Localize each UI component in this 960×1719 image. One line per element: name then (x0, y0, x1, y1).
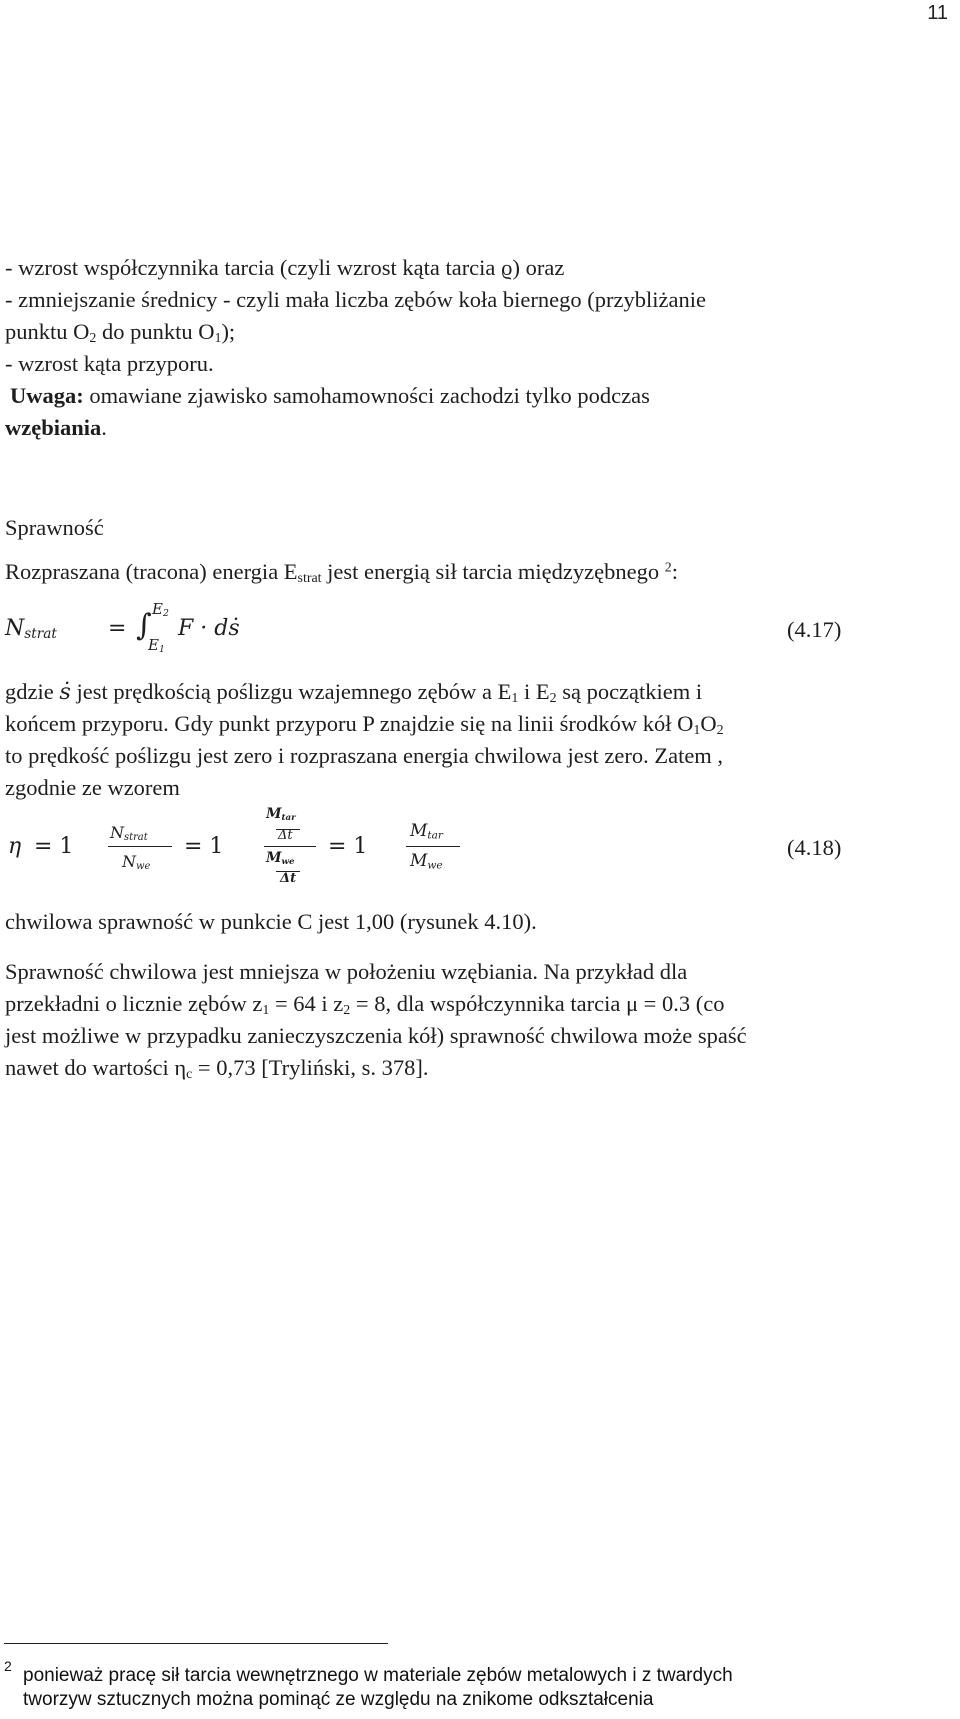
list-item: punktu $O_2$ do punktu $O_1$); (5, 319, 236, 347)
paragraph-line: końcem przyporu. Gdy punkt przyporu P znajdzie się na linii środków kół $O_1O_2$ (5, 711, 724, 739)
fraction-line (108, 846, 172, 847)
page-number: 11 (927, 2, 948, 24)
paragraph-line: jest możliwe w przypadku zanieczyszczenia kół) sprawność chwilowa może spaść (5, 1023, 747, 1048)
note-continuation: wzębiania. (5, 415, 107, 440)
paragraph-line: Sprawność chwilowa jest mniejsza w położeniu wzębiania. Na przykład dla (5, 959, 688, 984)
footnote-rule (4, 1643, 388, 1644)
integral-sign: ∫ (136, 608, 152, 643)
footnote-line: tworzyw sztucznych można pominąć ze względu na znikome odkształcenia (23, 1689, 654, 1710)
note-label: Uwaga: (10, 383, 84, 408)
paragraph-line: nawet do wartości $\eta_c = 0,73$ [Tryliński, s. 378]. (5, 1055, 429, 1083)
intro-line: Rozpraszana (tracona) energia $E_{strat}$ jest energią sił tarcia międzyzębnego $^2$: (5, 559, 678, 587)
note: Uwaga: omawiane zjawisko samohamowności zachodzi tylko podczas (10, 383, 650, 408)
paragraph-line: przekładni o licznie zębów $z_1 = 64$ i $z_2 = 8$, dla współczynnika tarcia μ = 0.3 (co (5, 991, 725, 1019)
paragraph-line: chwilowa sprawność w punkcie C jest 1,00 (rysunek 4.10). (5, 909, 537, 934)
list-item: - wzrost kąta przyporu. (5, 351, 214, 376)
section-title: Sprawność (5, 515, 104, 540)
list-item: - wzrost współczynnika tarcia (czyli wzrost kąta tarcia ϱ) oraz (5, 255, 565, 280)
equation-number: (4.17) (787, 617, 842, 642)
equation-number: (4.18) (787, 835, 842, 860)
paragraph-line: to prędkość poślizgu jest zero i rozpraszana energia chwilowa jest zero. Zatem , (5, 743, 724, 768)
paragraph-line: zgodnie ze wzorem (5, 775, 180, 800)
list-item: - zmniejszanie średnicy - czyli mała liczba zębów koła biernego (przybliżanie (5, 287, 706, 312)
fraction-line (406, 846, 460, 847)
footnote-line: ponieważ pracę sił tarcia wewnętrznego w materiale zębów metalowych i z twardych (23, 1665, 733, 1686)
footnote-mark: 2 (4, 1658, 12, 1674)
fraction-line (264, 846, 316, 847)
paragraph-line: gdzie ṡ jest prędkością poślizgu wzajemnego zębów a $E_1$ i $E_2$ są początkiem i (5, 679, 703, 707)
